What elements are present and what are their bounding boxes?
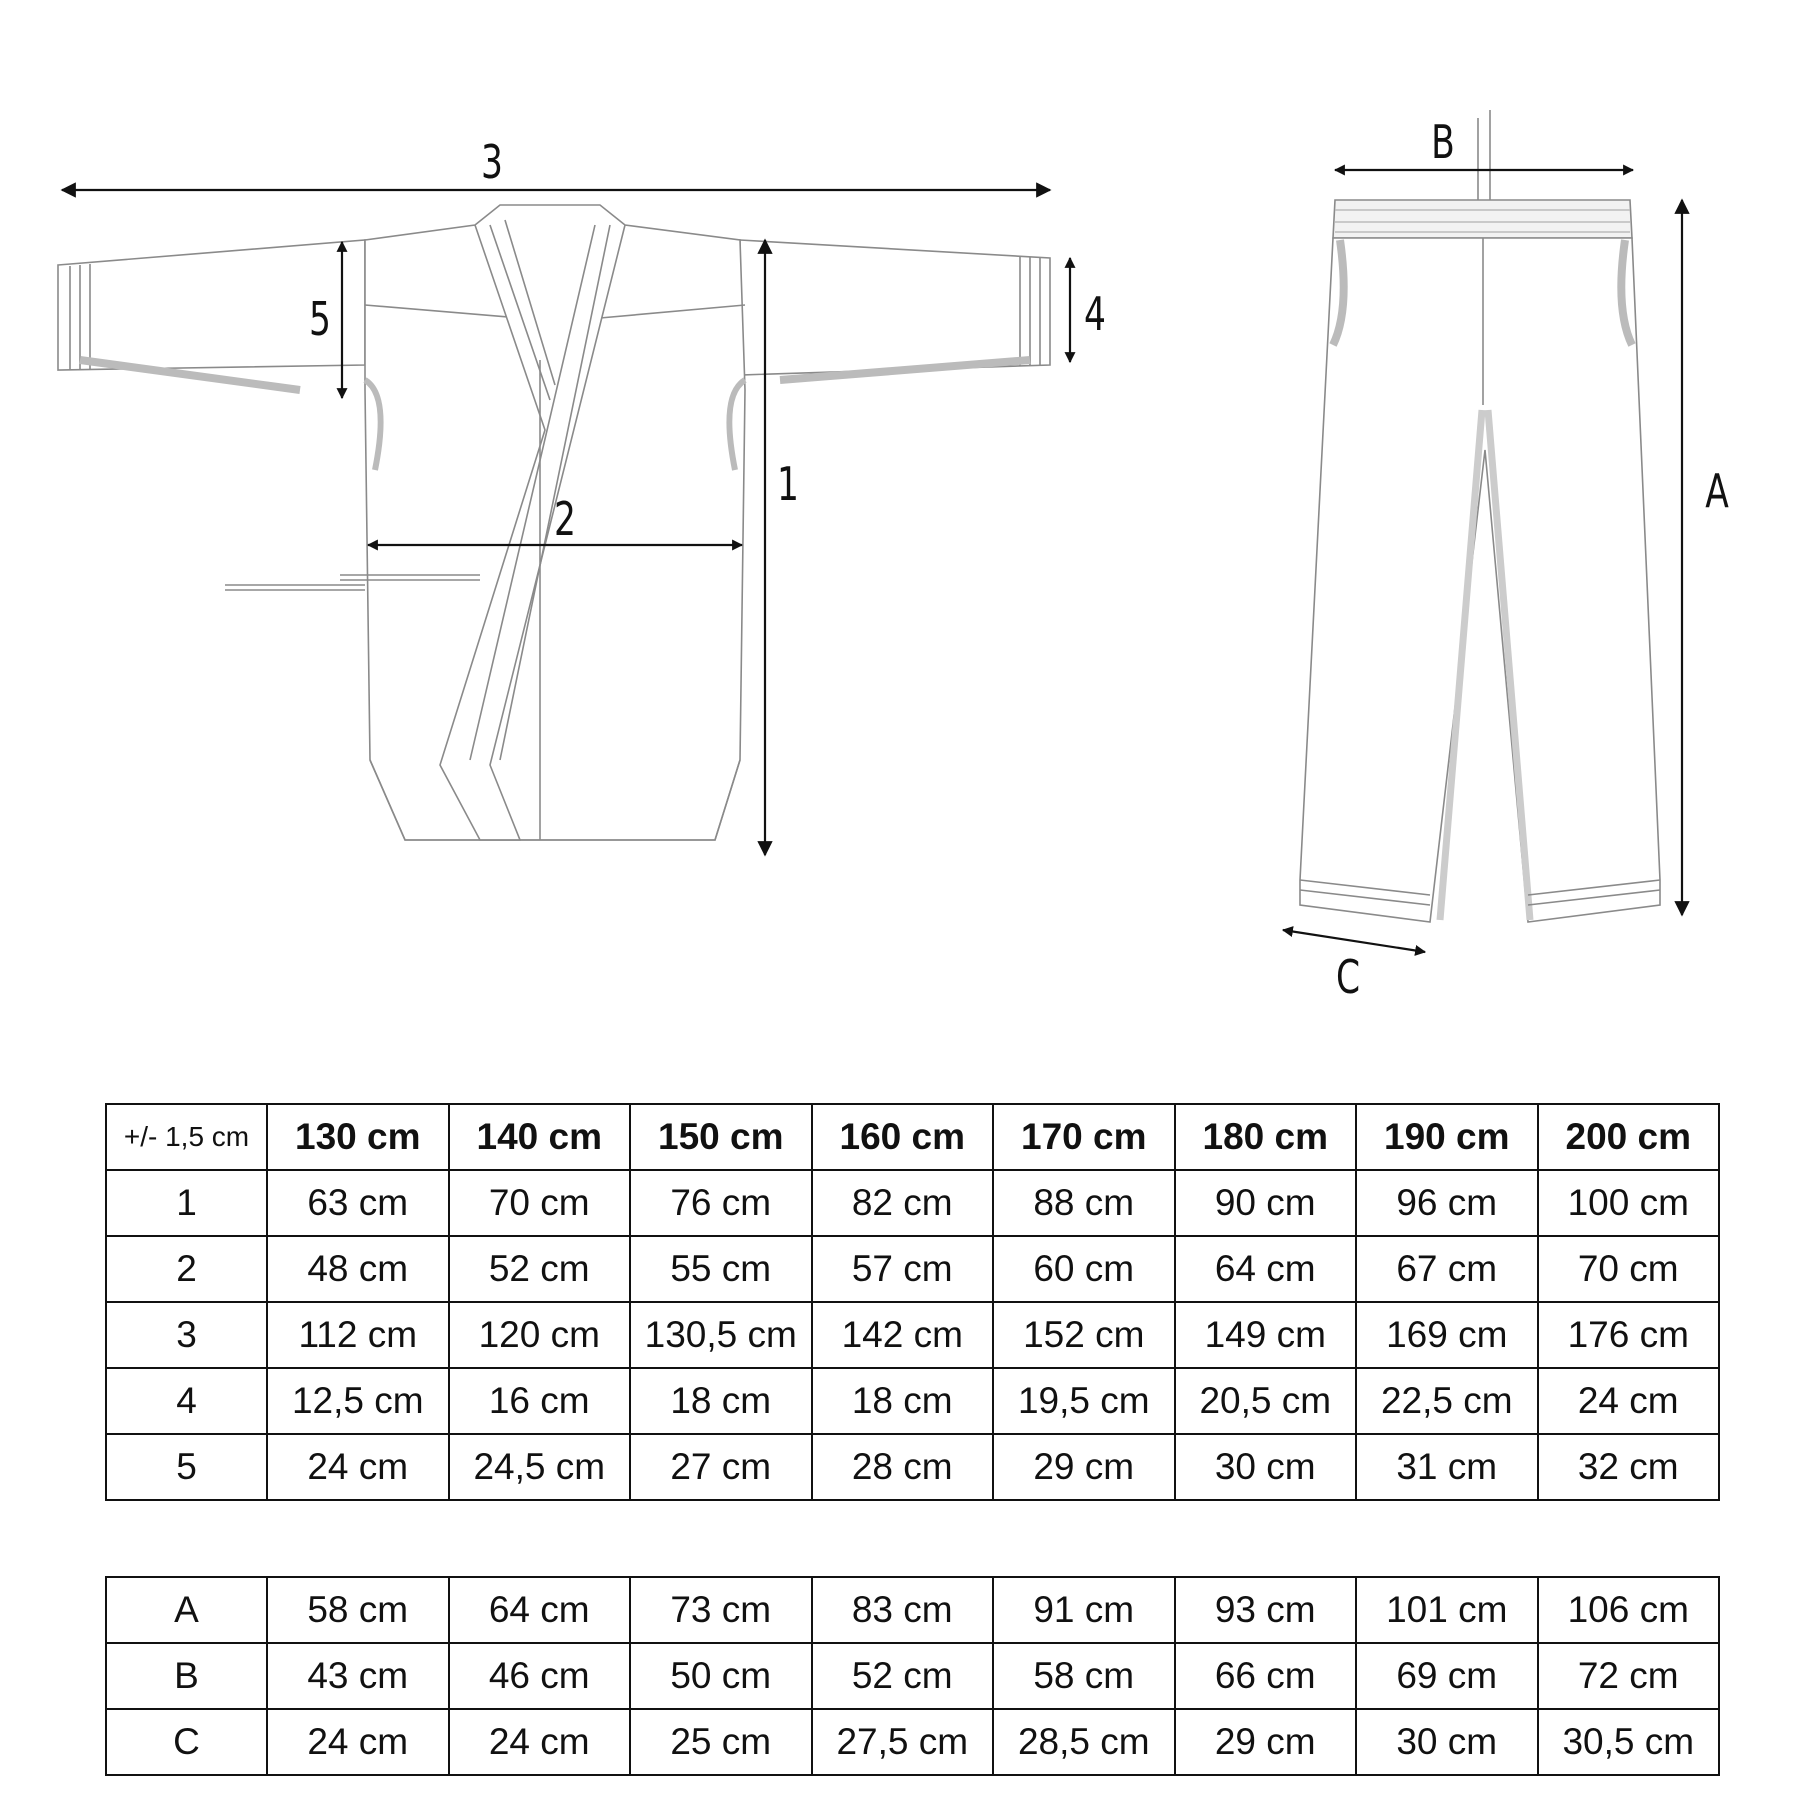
measurement-cell: 30,5 cm [1538,1709,1720,1775]
jacket-table-body [106,1170,1719,1500]
measurement-cell: 48 cm [267,1236,449,1302]
measurement-cell: 152 cm [993,1302,1175,1368]
measurement-cell: 67 cm [1356,1236,1538,1302]
table-row [106,1577,1719,1643]
measurement-cell: 25 cm [630,1709,812,1775]
measurement-cell: 29 cm [1175,1709,1357,1775]
measurement-cell: 58 cm [267,1577,449,1643]
row-label: 5 [106,1434,267,1500]
dimension-label-C: C [1335,950,1361,1005]
pants-table-body [106,1577,1719,1775]
table-row [106,1434,1719,1500]
measurement-cell: 52 cm [812,1643,994,1709]
measurement-cell: 55 cm [630,1236,812,1302]
measurement-cell: 28,5 cm [993,1709,1175,1775]
measurement-cell: 66 cm [1175,1643,1357,1709]
measurement-cell: 16 cm [449,1368,631,1434]
measurement-cell: 22,5 cm [1356,1368,1538,1434]
measurement-cell: 176 cm [1538,1302,1720,1368]
size-header: 200 cm [1538,1104,1720,1170]
measurement-cell: 100 cm [1538,1170,1720,1236]
measurement-cell: 149 cm [1175,1302,1357,1368]
measurement-cell: 30 cm [1356,1709,1538,1775]
measurement-cell: 24 cm [1538,1368,1720,1434]
measurement-cell: 69 cm [1356,1643,1538,1709]
size-header: 140 cm [449,1104,631,1170]
row-label: C [106,1709,267,1775]
measurement-cell: 28 cm [812,1434,994,1500]
measurement-cell: 82 cm [812,1170,994,1236]
measurement-cell: 58 cm [993,1643,1175,1709]
measurement-cell: 91 cm [993,1577,1175,1643]
jacket-size-table [105,1103,1720,1501]
tolerance-cell: +/- 1,5 cm [106,1104,267,1170]
measurement-cell: 96 cm [1356,1170,1538,1236]
measurement-cell: 88 cm [993,1170,1175,1236]
table-row [106,1170,1719,1236]
measurement-cell: 120 cm [449,1302,631,1368]
measurement-cell: 83 cm [812,1577,994,1643]
measurement-cell: 70 cm [1538,1236,1720,1302]
measurement-cell: 76 cm [630,1170,812,1236]
table-row [106,1643,1719,1709]
row-label: 3 [106,1302,267,1368]
measurement-cell: 57 cm [812,1236,994,1302]
dimension-C-arrow [1283,930,1425,952]
row-label: 1 [106,1170,267,1236]
measurement-cell: 72 cm [1538,1643,1720,1709]
measurement-cell: 29 cm [993,1434,1175,1500]
size-header: 190 cm [1356,1104,1538,1170]
dimension-label-3: 3 [481,135,503,190]
measurement-cell: 27,5 cm [812,1709,994,1775]
measurement-cell: 169 cm [1356,1302,1538,1368]
measurement-cell: 64 cm [449,1577,631,1643]
pants-size-table [105,1576,1720,1776]
size-header: 160 cm [812,1104,994,1170]
measurement-cell: 19,5 cm [993,1368,1175,1434]
dimension-label-A: A [1705,464,1729,519]
measurement-cell: 20,5 cm [1175,1368,1357,1434]
measurement-cell: 18 cm [812,1368,994,1434]
measurement-cell: 130,5 cm [630,1302,812,1368]
pants-drawing [1300,110,1660,922]
size-header: 170 cm [993,1104,1175,1170]
measurement-cell: 112 cm [267,1302,449,1368]
measurement-cell: 27 cm [630,1434,812,1500]
table-row [106,1709,1719,1775]
table-header-row [106,1104,1719,1170]
measurement-cell: 24 cm [267,1709,449,1775]
measurement-cell: 60 cm [993,1236,1175,1302]
dimension-label-5: 5 [309,292,331,347]
measurement-cell: 46 cm [449,1643,631,1709]
size-header: 180 cm [1175,1104,1357,1170]
table-row [106,1236,1719,1302]
measurement-cell: 90 cm [1175,1170,1357,1236]
measurement-cell: 24 cm [267,1434,449,1500]
dimension-label-B: B [1431,115,1455,170]
measurement-cell: 70 cm [449,1170,631,1236]
table-row [106,1302,1719,1368]
size-header: 130 cm [267,1104,449,1170]
measurement-cell: 63 cm [267,1170,449,1236]
measurement-cell: 93 cm [1175,1577,1357,1643]
row-label: A [106,1577,267,1643]
measurement-cell: 142 cm [812,1302,994,1368]
table-row [106,1368,1719,1434]
size-header: 150 cm [630,1104,812,1170]
dimension-label-2: 2 [554,492,576,547]
dimension-label-1: 1 [777,457,799,512]
measurement-cell: 106 cm [1538,1577,1720,1643]
measurement-cell: 43 cm [267,1643,449,1709]
row-label: B [106,1643,267,1709]
measurement-cell: 52 cm [449,1236,631,1302]
dimension-label-4: 4 [1084,287,1106,342]
measurement-cell: 101 cm [1356,1577,1538,1643]
measurement-cell: 50 cm [630,1643,812,1709]
measurement-cell: 73 cm [630,1577,812,1643]
row-label: 2 [106,1236,267,1302]
measurement-cell: 24,5 cm [449,1434,631,1500]
measurement-cell: 24 cm [449,1709,631,1775]
measurement-cell: 30 cm [1175,1434,1357,1500]
measurement-cell: 31 cm [1356,1434,1538,1500]
measurement-cell: 18 cm [630,1368,812,1434]
row-label: 4 [106,1368,267,1434]
measurement-cell: 64 cm [1175,1236,1357,1302]
measurement-cell: 32 cm [1538,1434,1720,1500]
measurement-cell: 12,5 cm [267,1368,449,1434]
